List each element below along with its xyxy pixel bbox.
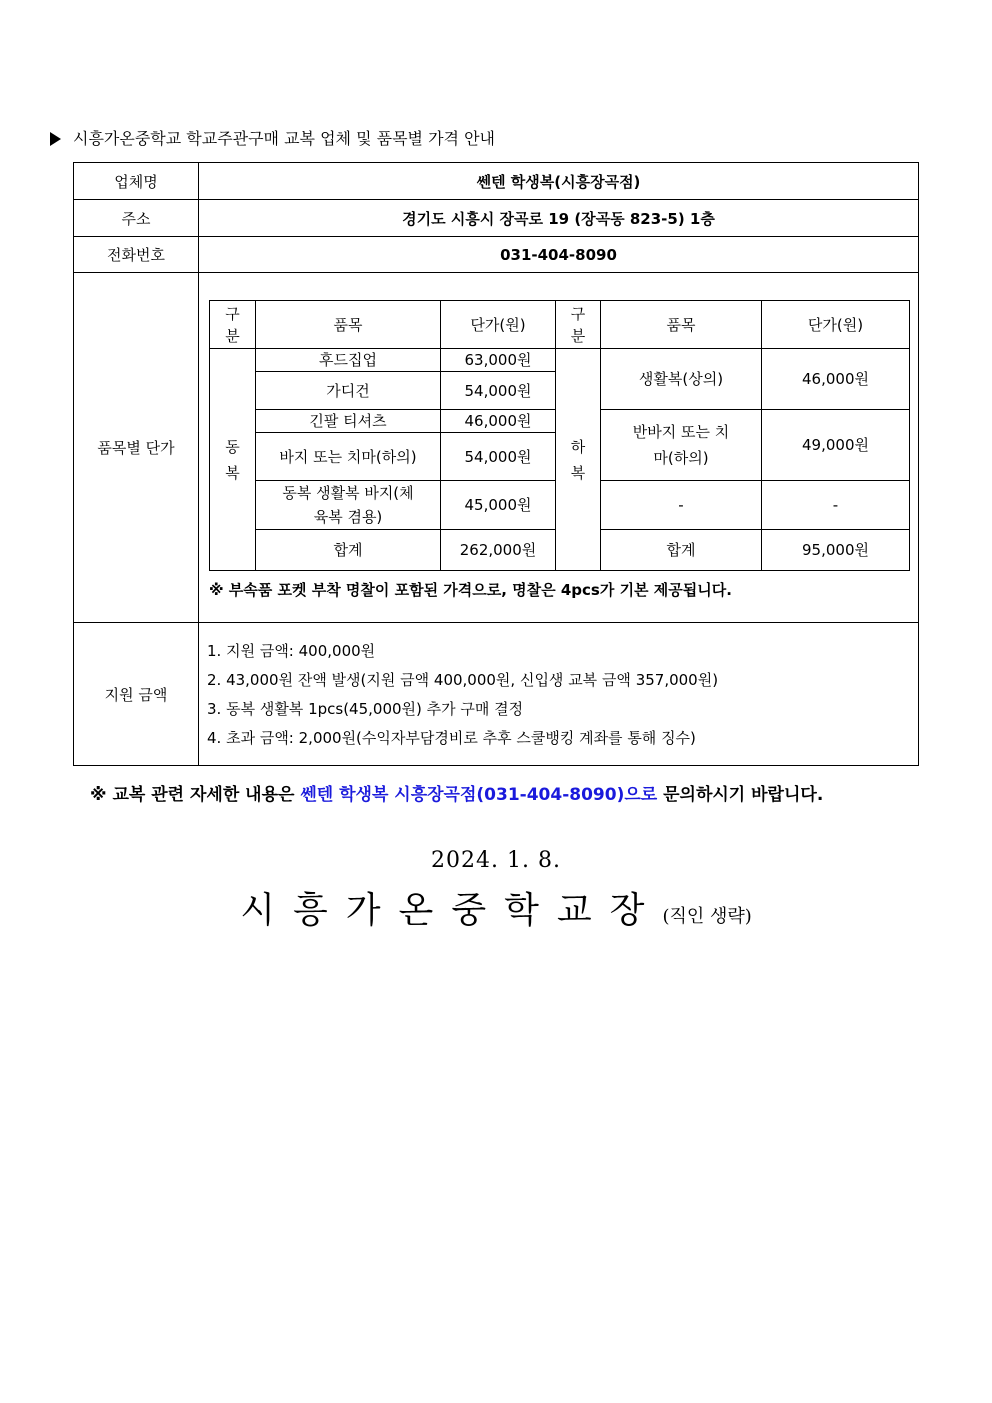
signature-note: (직인 생략) xyxy=(662,906,752,927)
vendor-label: 업체명 xyxy=(74,163,199,200)
support-line: 4. 초과 금액: 2,000원(수익자부담경비로 추후 스쿨뱅킹 계좌를 통해 징수) xyxy=(207,729,696,747)
support-label: 지원 금액 xyxy=(74,623,199,766)
address-label: 주소 xyxy=(74,200,199,237)
support-cell xyxy=(199,623,919,766)
summer-price: 49,000원 xyxy=(762,410,910,481)
summer-item: 반바지 또는 치마(하의) xyxy=(601,410,762,481)
winter-item: 후드집업 xyxy=(256,349,441,372)
footnote-suffix: 문의하시기 바랍니다. xyxy=(657,785,824,805)
price-table xyxy=(209,300,910,571)
winter-price: 46,000원 xyxy=(441,410,556,433)
header-price: 단가(원) xyxy=(762,301,910,349)
header-item: 품목 xyxy=(601,301,762,349)
winter-total-label: 합계 xyxy=(256,530,441,571)
winter-item: 바지 또는 치마(하의) xyxy=(256,433,441,481)
summer-item: 생활복(상의) xyxy=(601,349,762,410)
summer-item: - xyxy=(601,481,762,530)
header-category: 구분 xyxy=(556,301,601,349)
winter-item: 긴팔 티셔츠 xyxy=(256,410,441,433)
winter-item: 가디건 xyxy=(256,372,441,410)
summer-price: 46,000원 xyxy=(762,349,910,410)
winter-item: 동복 생활복 바지(체육복 겸용) xyxy=(256,481,441,530)
triangle-bullet-icon xyxy=(50,132,61,146)
winter-category: 동복 xyxy=(210,349,256,571)
summer-total-label: 합계 xyxy=(601,530,762,571)
page-heading xyxy=(50,126,495,149)
winter-price: 54,000원 xyxy=(441,372,556,410)
price-note: ※ 부속품 포켓 부착 명찰이 포함된 가격으로, 명찰은 4pcs가 기본 제공됩니다. xyxy=(209,581,732,599)
info-table xyxy=(73,162,919,766)
phone-value: 031-404-8090 xyxy=(199,237,919,273)
signature xyxy=(0,882,992,933)
footnote-prefix: ※ 교복 관련 자세한 내용은 xyxy=(90,785,301,805)
vendor-value: 쎈텐 학생복(시흥장곡점) xyxy=(199,163,919,200)
signature-name: 시흥가온중학교장 xyxy=(240,890,663,931)
winter-price: 45,000원 xyxy=(441,481,556,530)
prices-cell xyxy=(199,273,919,623)
prices-label: 품목별 단가 xyxy=(74,273,199,623)
phone-label: 전화번호 xyxy=(74,237,199,273)
header-item: 품목 xyxy=(256,301,441,349)
winter-price: 54,000원 xyxy=(441,433,556,481)
support-line: 1. 지원 금액: 400,000원 xyxy=(207,642,376,660)
contact-footnote xyxy=(90,780,823,805)
winter-price: 63,000원 xyxy=(441,349,556,372)
document-date: 2024. 1. 8. xyxy=(431,848,561,873)
address-value: 경기도 시흥시 장곡로 19 (장곡동 823-5) 1층 xyxy=(199,200,919,237)
header-price: 단가(원) xyxy=(441,301,556,349)
header-category: 구분 xyxy=(210,301,256,349)
footnote-highlight: 쎈텐 학생복 시흥장곡점(031-404-8090)으로 xyxy=(300,785,658,805)
summer-category: 하복 xyxy=(556,349,601,571)
winter-total-price: 262,000원 xyxy=(441,530,556,571)
summer-total-price: 95,000원 xyxy=(762,530,910,571)
heading-text: 시흥가온중학교 학교주관구매 교복 업체 및 품목별 가격 안내 xyxy=(73,129,496,148)
support-line: 2. 43,000원 잔액 발생(지원 금액 400,000원, 신입생 교복 금액 357,000원) xyxy=(207,671,719,689)
support-line: 3. 동복 생활복 1pcs(45,000원) 추가 구매 결정 xyxy=(207,700,524,718)
summer-price: - xyxy=(762,481,910,530)
